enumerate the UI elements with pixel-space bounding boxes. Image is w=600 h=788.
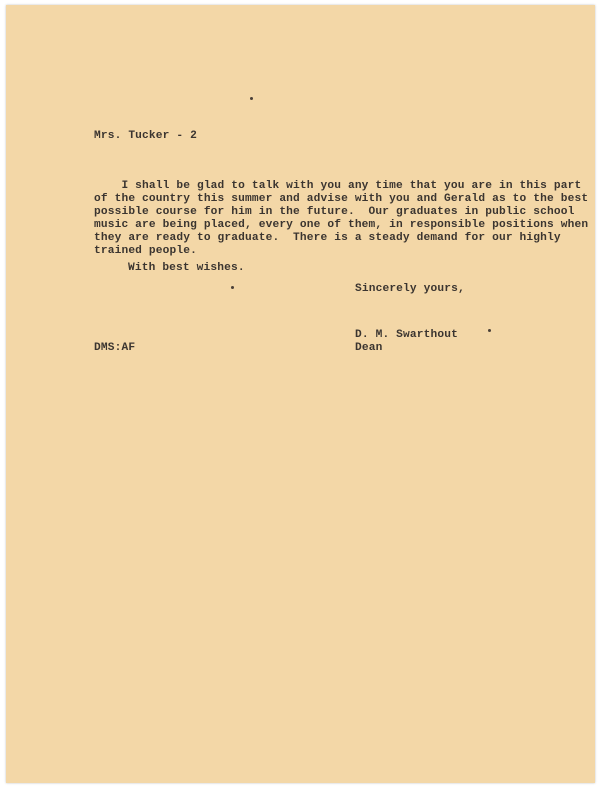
body-line: music are being placed, every one of them, in responsible positions when (94, 219, 589, 231)
body-line: trained people. (94, 245, 197, 257)
letter-page (6, 5, 595, 783)
paper-speck (250, 97, 253, 100)
body-line: they are ready to graduate. There is a steady demand for our highly (94, 232, 561, 244)
paper-speck (231, 286, 234, 289)
body-line: of the country this summer and advise with you and Gerald as to the best (94, 193, 589, 205)
closing-wishes: With best wishes. (128, 262, 245, 274)
reference-initials: DMS:AF (94, 342, 136, 354)
complimentary-close: Sincerely yours, (355, 283, 465, 295)
signer-title: Dean (355, 342, 383, 354)
body-line: possible course for him in the future. Our graduates in public school (94, 206, 575, 218)
page-header: Mrs. Tucker - 2 (94, 130, 197, 142)
signer-name: D. M. Swarthout (355, 329, 458, 341)
paper-speck (488, 329, 491, 332)
body-line: I shall be glad to talk with you any time that you are in this part (94, 180, 582, 192)
